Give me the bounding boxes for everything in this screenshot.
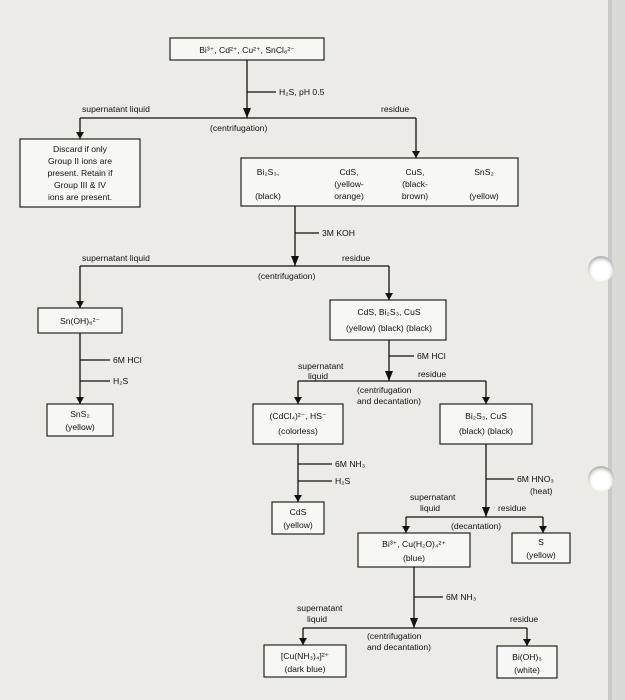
s-color: (yellow) <box>526 550 556 560</box>
bi2s3-color: (black) <box>255 191 281 201</box>
s-formula: S <box>538 537 544 547</box>
discard-line-1: Discard if only <box>53 144 107 154</box>
label-residue-1: residue <box>381 104 410 114</box>
cds-yellow-formula: CdS <box>289 507 307 517</box>
cu-ammine-formula: [Cu(NH₃)₄]²⁺ <box>280 651 330 661</box>
label-cent-decant-1: (centrifugation <box>357 385 412 395</box>
label-decantation: (decantation) <box>451 521 502 531</box>
discard-line-2: Group II ions are <box>47 156 113 166</box>
label-supernatant-5: supernatant <box>297 603 343 613</box>
cus-color-1: (black- <box>402 179 428 189</box>
cus-formula: CuS, <box>405 167 425 177</box>
discard-line-4: Group III & IV <box>53 180 107 190</box>
label-liquid-5: liquid <box>307 614 328 624</box>
cus-color-2: brown) <box>401 191 429 201</box>
label-cent-decant-4: and decantation) <box>367 642 432 652</box>
reagent-hno3: 6M HNO₃ <box>517 474 554 484</box>
bi-cu-aqua-color: (blue) <box>403 553 425 563</box>
bi2s3-formula: Bi₂S₃, <box>256 167 280 177</box>
label-heat: (heat) <box>530 486 553 496</box>
cdcl4-color: (colorless) <box>278 426 318 436</box>
cdcl4-formula: (CdCl₄)²⁻, HS⁻ <box>269 411 327 421</box>
bioh3-color: (white) <box>514 665 540 675</box>
bioh3-formula: Bi(OH)₃ <box>512 652 542 662</box>
discard-line-3: present. Retain if <box>47 168 113 178</box>
label-residue-4: residue <box>498 503 527 513</box>
sns2-color: (yellow) <box>469 191 499 201</box>
box-start-text: Bi³⁺, Cd²⁺, Cu²⁺, SnCl₆²⁻ <box>199 45 295 55</box>
label-supernatant-3: supernatant <box>298 361 344 371</box>
box-cu-ammine <box>264 645 346 677</box>
reagent-hcl-2: 6M HCl <box>417 351 446 361</box>
box-start-solution <box>170 38 324 60</box>
label-liquid-3: liquid <box>308 371 329 381</box>
bi2s3-cus-colors: (black) (black) <box>459 426 513 436</box>
label-residue-2: residue <box>342 253 371 263</box>
sns2-yellow-color: (yellow) <box>65 422 95 432</box>
box-group-sulfides <box>241 158 518 206</box>
label-centrifugation-1: (centrifugation) <box>210 123 268 133</box>
label-residue-3: residue <box>418 369 447 379</box>
box-sns2-yellow <box>47 404 113 436</box>
sns2-yellow-formula: SnS₂ <box>70 409 90 419</box>
reagent-h2s-1: H₂S <box>113 376 129 386</box>
discard-line-5: ions are present. <box>47 192 113 202</box>
box-bioh3 <box>497 646 557 678</box>
reagent-h2s-ph: H₂S, pH 0.5 <box>279 87 325 97</box>
bi2s3-cus-formula: Bi₂S₃, CuS <box>465 411 507 421</box>
label-centrifugation-2: (centrifugation) <box>258 271 316 281</box>
box-cds-yellow <box>272 502 324 534</box>
reagent-h2s-2: H₂S <box>335 476 351 486</box>
box-snoh6 <box>38 308 122 333</box>
cds-yellow-color: (yellow) <box>283 520 313 530</box>
reagent-koh: 3M KOH <box>322 228 355 238</box>
label-residue-5: residue <box>510 614 539 624</box>
sns2-formula: SnS₂ <box>474 167 494 177</box>
cds-bi2s3-cus-colors: (yellow) (black) (black) <box>346 323 432 333</box>
label-cent-decant-2: and decantation) <box>357 396 422 406</box>
reagent-hcl-1: 6M HCl <box>113 355 142 365</box>
reagent-nh3-1: 6M NH₃ <box>335 459 366 469</box>
cds-formula: CdS, <box>339 167 359 177</box>
box-s-yellow <box>512 533 570 563</box>
box-bi2s3-cus <box>440 404 532 444</box>
cu-ammine-color: (dark blue) <box>284 664 326 674</box>
label-supernatant-1: supernatant liquid <box>82 104 150 114</box>
label-cent-decant-3: (centrifugation <box>367 631 422 641</box>
label-liquid-4: liquid <box>420 503 441 513</box>
cds-color-2: orange) <box>334 191 364 201</box>
box-bi-cu-aqua <box>358 533 470 567</box>
label-supernatant-4: supernatant <box>410 492 456 502</box>
cds-color-1: (yellow- <box>334 179 364 189</box>
box-cds-bi2s3-cus <box>330 300 446 340</box>
label-supernatant-2: supernatant liquid <box>82 253 150 263</box>
box-cdcl4 <box>253 404 343 444</box>
reagent-nh3-2: 6M NH₃ <box>446 592 477 602</box>
cds-bi2s3-cus-formula: CdS, Bi₂S₃, CuS <box>357 307 421 317</box>
box-discard-note <box>20 139 140 207</box>
snoh6-text: Sn(OH)₆²⁻ <box>60 316 100 326</box>
bi-cu-aqua-formula: Bi³⁺, Cu(H₂O)₄²⁺ <box>382 539 446 549</box>
flow-lines <box>80 60 543 646</box>
